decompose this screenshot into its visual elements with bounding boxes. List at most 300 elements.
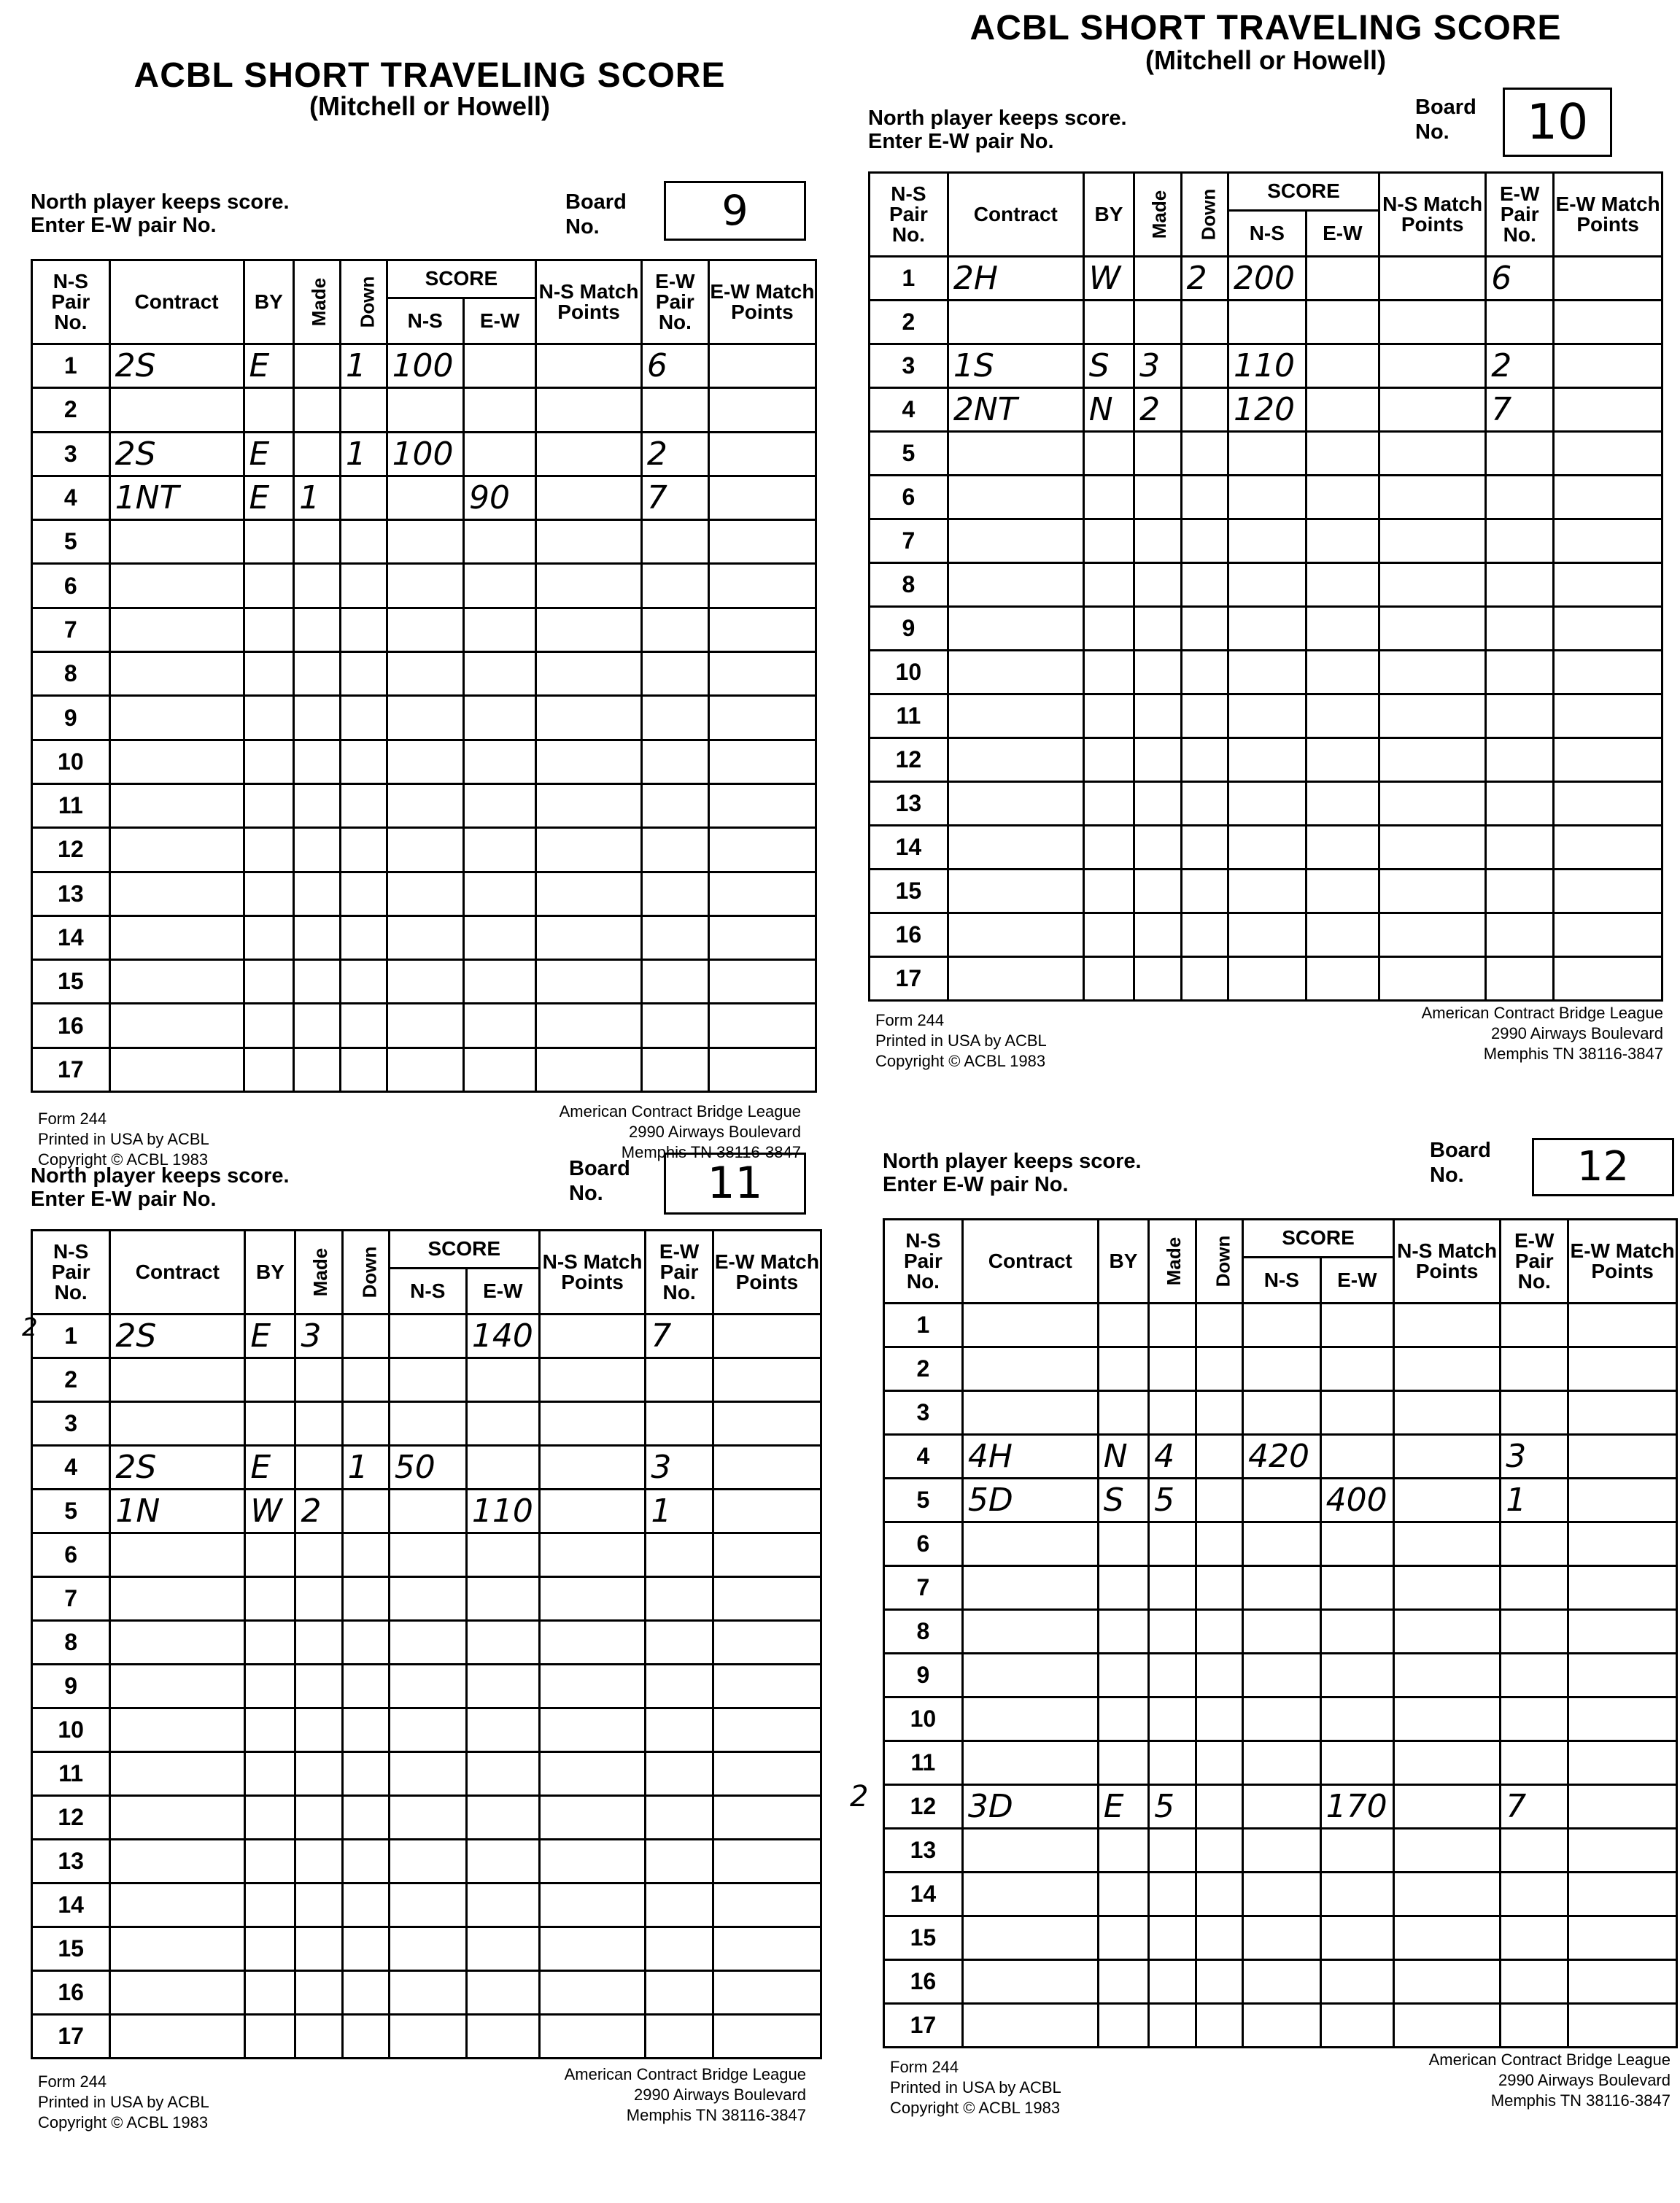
cell-ewpair[interactable]	[646, 1840, 713, 1883]
cell-down[interactable]	[1196, 1304, 1242, 1347]
cell-ewpair[interactable]	[1486, 519, 1554, 563]
cell-contract[interactable]	[962, 1741, 1098, 1785]
cell-down[interactable]	[1181, 826, 1228, 870]
cell-made[interactable]	[295, 1402, 342, 1446]
cell-contract[interactable]	[109, 783, 244, 827]
cell-ewmp[interactable]	[708, 432, 816, 476]
cell-by[interactable]	[1083, 870, 1134, 913]
cell-ew[interactable]	[1306, 301, 1379, 344]
cell-ew[interactable]	[466, 1840, 539, 1883]
cell-contract[interactable]: 4H	[962, 1435, 1098, 1479]
cell-nsmp[interactable]	[539, 1883, 646, 1927]
cell-ewmp[interactable]	[1568, 1741, 1677, 1785]
cell-ns[interactable]	[387, 783, 463, 827]
cell-by[interactable]	[245, 1621, 295, 1665]
cell-ewmp[interactable]	[713, 1927, 821, 1971]
cell-ew[interactable]	[463, 344, 535, 388]
cell-ewpair[interactable]	[646, 1752, 713, 1796]
cell-ewmp[interactable]	[1568, 1785, 1677, 1829]
cell-ewpair[interactable]	[641, 828, 708, 872]
cell-ew[interactable]	[1320, 1873, 1393, 1916]
cell-ewpair[interactable]	[1486, 476, 1554, 519]
cell-ew[interactable]	[463, 740, 535, 783]
cell-ewmp[interactable]	[1568, 1479, 1677, 1522]
cell-nsmp[interactable]	[539, 1752, 646, 1796]
cell-by[interactable]	[245, 1665, 295, 1708]
cell-ewpair[interactable]	[1486, 563, 1554, 607]
cell-ew[interactable]	[1320, 1697, 1393, 1741]
cell-ewpair[interactable]	[1486, 957, 1554, 1001]
cell-by[interactable]	[1098, 1654, 1148, 1697]
cell-made[interactable]	[1134, 607, 1181, 651]
cell-nsmp[interactable]	[539, 1708, 646, 1752]
cell-by[interactable]	[1083, 563, 1134, 607]
cell-ewpair[interactable]	[646, 1665, 713, 1708]
cell-contract[interactable]	[948, 957, 1083, 1001]
cell-contract[interactable]: 1NT	[109, 476, 244, 519]
cell-ewmp[interactable]	[708, 960, 816, 1004]
cell-contract[interactable]: 2S	[110, 1446, 245, 1490]
cell-ewmp[interactable]	[708, 608, 816, 651]
cell-down[interactable]	[342, 1883, 389, 1927]
cell-ew[interactable]	[466, 1402, 539, 1446]
cell-nsmp[interactable]	[1379, 957, 1486, 1001]
cell-ewmp[interactable]	[1554, 344, 1662, 388]
cell-made[interactable]	[295, 1621, 342, 1665]
cell-by[interactable]	[1083, 301, 1134, 344]
cell-made[interactable]	[1134, 826, 1181, 870]
cell-ns[interactable]	[1243, 1829, 1321, 1873]
cell-nsmp[interactable]	[1394, 1829, 1501, 1873]
cell-by[interactable]: W	[1083, 257, 1134, 301]
cell-ewmp[interactable]	[1568, 2004, 1677, 2048]
cell-ewmp[interactable]	[1568, 1654, 1677, 1697]
cell-ns[interactable]	[1243, 1960, 1321, 2004]
cell-made[interactable]	[294, 608, 341, 651]
cell-down[interactable]	[1196, 1566, 1242, 1610]
cell-contract[interactable]	[962, 1916, 1098, 1960]
cell-made[interactable]	[1149, 1522, 1196, 1566]
cell-made[interactable]	[1134, 870, 1181, 913]
cell-contract[interactable]	[110, 1621, 245, 1665]
cell-ns[interactable]	[389, 1796, 466, 1840]
cell-contract[interactable]: 2NT	[948, 388, 1083, 432]
cell-by[interactable]	[1083, 913, 1134, 957]
cell-ewmp[interactable]	[1568, 1347, 1677, 1391]
cell-by[interactable]	[1083, 432, 1134, 476]
cell-ewmp[interactable]	[713, 1971, 821, 2015]
cell-by[interactable]	[1083, 476, 1134, 519]
cell-ew[interactable]	[1306, 432, 1379, 476]
cell-made[interactable]	[294, 388, 341, 432]
cell-ewpair[interactable]	[641, 1048, 708, 1091]
cell-by[interactable]	[245, 1402, 295, 1446]
cell-nsmp[interactable]	[1379, 607, 1486, 651]
cell-ns[interactable]	[1243, 1522, 1321, 1566]
cell-ew[interactable]	[463, 828, 535, 872]
cell-ns[interactable]	[1243, 1873, 1321, 1916]
cell-down[interactable]	[342, 1665, 389, 1708]
cell-ns[interactable]	[387, 915, 463, 959]
cell-nsmp[interactable]	[1379, 870, 1486, 913]
cell-contract[interactable]	[948, 782, 1083, 826]
cell-ns[interactable]	[1243, 1785, 1321, 1829]
cell-by[interactable]	[245, 1577, 295, 1621]
cell-ewmp[interactable]	[713, 1358, 821, 1402]
cell-contract[interactable]	[109, 652, 244, 696]
cell-ns[interactable]	[387, 1004, 463, 1048]
cell-ew[interactable]	[1320, 1522, 1393, 1566]
cell-ewpair[interactable]	[1501, 1391, 1568, 1435]
cell-contract[interactable]	[110, 1358, 245, 1402]
cell-by[interactable]	[244, 960, 294, 1004]
cell-ns[interactable]	[389, 1577, 466, 1621]
cell-ns[interactable]	[389, 1358, 466, 1402]
cell-ewpair[interactable]	[646, 1927, 713, 1971]
cell-nsmp[interactable]	[539, 1621, 646, 1665]
cell-down[interactable]	[342, 1358, 389, 1402]
cell-made[interactable]	[294, 696, 341, 740]
cell-ewpair[interactable]	[646, 2015, 713, 2059]
cell-down[interactable]	[340, 783, 387, 827]
cell-by[interactable]	[1098, 1873, 1148, 1916]
cell-ns[interactable]	[387, 696, 463, 740]
cell-down[interactable]	[1181, 651, 1228, 694]
cell-contract[interactable]: 2H	[948, 257, 1083, 301]
cell-ns[interactable]	[1228, 870, 1307, 913]
cell-ewpair[interactable]	[641, 960, 708, 1004]
cell-ewmp[interactable]	[713, 1665, 821, 1708]
cell-ns[interactable]: 110	[1228, 344, 1307, 388]
cell-contract[interactable]	[948, 563, 1083, 607]
cell-down[interactable]	[342, 1708, 389, 1752]
cell-by[interactable]	[244, 696, 294, 740]
cell-down[interactable]	[1181, 301, 1228, 344]
cell-ewmp[interactable]	[1554, 651, 1662, 694]
cell-ewpair[interactable]: 2	[1486, 344, 1554, 388]
cell-ew[interactable]	[463, 915, 535, 959]
cell-ns[interactable]	[389, 1402, 466, 1446]
cell-by[interactable]	[1098, 1697, 1148, 1741]
cell-ewmp[interactable]	[713, 1621, 821, 1665]
cell-by[interactable]	[244, 1048, 294, 1091]
cell-made[interactable]	[294, 740, 341, 783]
cell-made[interactable]: 5	[1149, 1479, 1196, 1522]
cell-ewmp[interactable]	[1568, 1829, 1677, 1873]
cell-made[interactable]	[1134, 782, 1181, 826]
cell-ewmp[interactable]	[708, 1048, 816, 1091]
cell-ns[interactable]	[1228, 651, 1307, 694]
cell-ewpair[interactable]	[641, 872, 708, 915]
cell-contract[interactable]	[948, 476, 1083, 519]
cell-made[interactable]	[294, 564, 341, 608]
cell-ew[interactable]	[1306, 738, 1379, 782]
cell-made[interactable]	[1134, 432, 1181, 476]
cell-down[interactable]	[1181, 563, 1228, 607]
cell-nsmp[interactable]	[1394, 1873, 1501, 1916]
cell-down[interactable]	[340, 520, 387, 564]
cell-nsmp[interactable]	[536, 872, 642, 915]
cell-ew[interactable]	[1306, 344, 1379, 388]
cell-ewpair[interactable]: 3	[646, 1446, 713, 1490]
cell-ewpair[interactable]	[1486, 913, 1554, 957]
cell-ns[interactable]	[1228, 738, 1307, 782]
cell-ew[interactable]	[1320, 1916, 1393, 1960]
cell-by[interactable]	[245, 1533, 295, 1577]
cell-made[interactable]: 3	[1134, 344, 1181, 388]
cell-contract[interactable]	[110, 2015, 245, 2059]
cell-ewpair[interactable]	[1486, 694, 1554, 738]
cell-contract[interactable]	[110, 1840, 245, 1883]
cell-ew[interactable]	[466, 1533, 539, 1577]
cell-contract[interactable]	[962, 1960, 1098, 2004]
cell-ew[interactable]	[1320, 1960, 1393, 2004]
cell-ns[interactable]: 120	[1228, 388, 1307, 432]
cell-ns[interactable]	[387, 564, 463, 608]
cell-down[interactable]	[340, 915, 387, 959]
cell-contract[interactable]	[948, 913, 1083, 957]
cell-down[interactable]: 2	[1181, 257, 1228, 301]
cell-ew[interactable]	[1306, 257, 1379, 301]
cell-contract[interactable]	[109, 564, 244, 608]
cell-contract[interactable]	[109, 872, 244, 915]
cell-made[interactable]	[1149, 1304, 1196, 1347]
cell-ewpair[interactable]	[641, 696, 708, 740]
cell-by[interactable]	[244, 564, 294, 608]
cell-by[interactable]	[245, 1358, 295, 1402]
cell-nsmp[interactable]	[1394, 1347, 1501, 1391]
cell-made[interactable]: 4	[1149, 1435, 1196, 1479]
cell-down[interactable]	[340, 740, 387, 783]
cell-nsmp[interactable]	[1379, 344, 1486, 388]
cell-ewpair[interactable]	[646, 1577, 713, 1621]
cell-nsmp[interactable]	[536, 783, 642, 827]
cell-down[interactable]	[340, 1048, 387, 1091]
cell-ewpair[interactable]	[641, 520, 708, 564]
cell-nsmp[interactable]	[1379, 651, 1486, 694]
cell-down[interactable]	[342, 1402, 389, 1446]
cell-ew[interactable]	[1320, 1566, 1393, 1610]
cell-ewpair[interactable]	[1501, 1960, 1568, 2004]
cell-nsmp[interactable]	[536, 696, 642, 740]
cell-contract[interactable]: 2S	[110, 1315, 245, 1358]
cell-ew[interactable]: 90	[463, 476, 535, 519]
cell-nsmp[interactable]	[1394, 1654, 1501, 1697]
cell-made[interactable]	[1134, 957, 1181, 1001]
cell-ewpair[interactable]	[1501, 1697, 1568, 1741]
cell-ewpair[interactable]	[646, 1358, 713, 1402]
cell-ewmp[interactable]	[1554, 913, 1662, 957]
cell-contract[interactable]	[109, 960, 244, 1004]
cell-down[interactable]	[1181, 782, 1228, 826]
cell-ew[interactable]	[1306, 694, 1379, 738]
cell-nsmp[interactable]	[539, 1402, 646, 1446]
cell-made[interactable]	[295, 1796, 342, 1840]
cell-nsmp[interactable]	[1379, 738, 1486, 782]
cell-nsmp[interactable]	[1394, 1610, 1501, 1654]
cell-by[interactable]: W	[245, 1490, 295, 1533]
cell-nsmp[interactable]	[536, 960, 642, 1004]
cell-ew[interactable]	[463, 564, 535, 608]
cell-contract[interactable]	[110, 1533, 245, 1577]
cell-ew[interactable]: 110	[466, 1490, 539, 1533]
cell-ew[interactable]	[463, 1004, 535, 1048]
cell-by[interactable]	[1083, 957, 1134, 1001]
cell-ewpair[interactable]: 7	[1501, 1785, 1568, 1829]
cell-by[interactable]	[244, 388, 294, 432]
cell-by[interactable]	[1098, 1741, 1148, 1785]
cell-made[interactable]	[1134, 694, 1181, 738]
cell-ew[interactable]	[1320, 2004, 1393, 2048]
cell-down[interactable]	[342, 1796, 389, 1840]
cell-ewmp[interactable]	[1554, 388, 1662, 432]
cell-nsmp[interactable]	[536, 564, 642, 608]
cell-ewmp[interactable]	[713, 1752, 821, 1796]
cell-nsmp[interactable]	[536, 608, 642, 651]
cell-contract[interactable]	[109, 740, 244, 783]
cell-ewmp[interactable]	[1568, 1873, 1677, 1916]
cell-ewpair[interactable]	[1501, 1916, 1568, 1960]
cell-nsmp[interactable]	[1379, 519, 1486, 563]
cell-down[interactable]	[1181, 388, 1228, 432]
cell-made[interactable]	[294, 783, 341, 827]
cell-ew[interactable]	[1320, 1741, 1393, 1785]
cell-nsmp[interactable]	[539, 1971, 646, 2015]
cell-by[interactable]: E	[244, 432, 294, 476]
cell-down[interactable]	[1196, 1873, 1242, 1916]
cell-made[interactable]	[1134, 519, 1181, 563]
cell-down[interactable]	[340, 608, 387, 651]
cell-made[interactable]	[1149, 1391, 1196, 1435]
cell-ewpair[interactable]	[1486, 826, 1554, 870]
cell-made[interactable]	[295, 2015, 342, 2059]
cell-by[interactable]	[1083, 738, 1134, 782]
cell-nsmp[interactable]	[536, 344, 642, 388]
cell-by[interactable]	[1098, 1391, 1148, 1435]
cell-contract[interactable]	[962, 1391, 1098, 1435]
cell-down[interactable]	[340, 696, 387, 740]
cell-ew[interactable]	[1320, 1391, 1393, 1435]
cell-contract[interactable]	[110, 1796, 245, 1840]
cell-ns[interactable]	[389, 1752, 466, 1796]
cell-ewpair[interactable]: 1	[646, 1490, 713, 1533]
cell-contract[interactable]	[948, 432, 1083, 476]
cell-ewpair[interactable]	[1501, 1522, 1568, 1566]
cell-ns[interactable]	[1243, 1347, 1321, 1391]
cell-made[interactable]	[1149, 1697, 1196, 1741]
cell-nsmp[interactable]	[1394, 1479, 1501, 1522]
cell-made[interactable]	[294, 1048, 341, 1091]
cell-nsmp[interactable]	[539, 1490, 646, 1533]
cell-ewmp[interactable]	[1554, 432, 1662, 476]
cell-made[interactable]	[294, 960, 341, 1004]
cell-made[interactable]	[294, 652, 341, 696]
cell-ns[interactable]	[1243, 1741, 1321, 1785]
cell-down[interactable]	[342, 1533, 389, 1577]
cell-ns[interactable]	[1228, 957, 1307, 1001]
cell-contract[interactable]	[962, 1347, 1098, 1391]
cell-by[interactable]: E	[245, 1446, 295, 1490]
cell-ew[interactable]	[1306, 519, 1379, 563]
cell-made[interactable]	[1149, 1916, 1196, 1960]
cell-by[interactable]	[1098, 1304, 1148, 1347]
cell-ewpair[interactable]	[646, 1621, 713, 1665]
cell-ewmp[interactable]	[1554, 957, 1662, 1001]
cell-nsmp[interactable]	[1394, 1785, 1501, 1829]
cell-ewmp[interactable]	[1554, 826, 1662, 870]
cell-ewpair[interactable]	[641, 388, 708, 432]
cell-ns[interactable]: 50	[389, 1446, 466, 1490]
cell-nsmp[interactable]	[536, 652, 642, 696]
cell-ew[interactable]	[466, 1927, 539, 1971]
cell-down[interactable]	[342, 1490, 389, 1533]
cell-ew[interactable]	[466, 1708, 539, 1752]
cell-ewmp[interactable]	[708, 520, 816, 564]
cell-contract[interactable]	[962, 1566, 1098, 1610]
cell-ewpair[interactable]	[641, 915, 708, 959]
cell-ns[interactable]	[1243, 1391, 1321, 1435]
cell-down[interactable]	[1196, 1522, 1242, 1566]
cell-ns[interactable]	[1228, 301, 1307, 344]
cell-ewmp[interactable]	[1554, 782, 1662, 826]
cell-nsmp[interactable]	[1394, 1960, 1501, 2004]
cell-nsmp[interactable]	[539, 1840, 646, 1883]
cell-nsmp[interactable]	[536, 520, 642, 564]
cell-contract[interactable]	[110, 1577, 245, 1621]
cell-ew[interactable]	[466, 2015, 539, 2059]
cell-down[interactable]	[1196, 1347, 1242, 1391]
cell-down[interactable]	[1196, 1391, 1242, 1435]
board-number-box[interactable]: 12	[1532, 1138, 1674, 1196]
cell-ewpair[interactable]	[1501, 1654, 1568, 1697]
cell-contract[interactable]	[948, 607, 1083, 651]
cell-made[interactable]	[1149, 1873, 1196, 1916]
cell-down[interactable]	[1181, 519, 1228, 563]
cell-made[interactable]	[294, 828, 341, 872]
cell-by[interactable]: E	[244, 476, 294, 519]
cell-ewmp[interactable]	[1554, 519, 1662, 563]
cell-nsmp[interactable]	[536, 388, 642, 432]
cell-ewpair[interactable]	[641, 608, 708, 651]
cell-ewpair[interactable]	[646, 1796, 713, 1840]
cell-ew[interactable]	[466, 1752, 539, 1796]
cell-down[interactable]	[1196, 1654, 1242, 1697]
cell-by[interactable]	[1083, 826, 1134, 870]
cell-ewmp[interactable]	[708, 388, 816, 432]
cell-made[interactable]	[1134, 476, 1181, 519]
cell-nsmp[interactable]	[536, 476, 642, 519]
cell-down[interactable]	[1196, 1697, 1242, 1741]
cell-ns[interactable]: 100	[387, 344, 463, 388]
cell-ewpair[interactable]	[1486, 651, 1554, 694]
cell-made[interactable]	[295, 1446, 342, 1490]
cell-ns[interactable]	[389, 1927, 466, 1971]
cell-down[interactable]	[342, 1315, 389, 1358]
cell-by[interactable]	[245, 1796, 295, 1840]
cell-ewmp[interactable]	[713, 2015, 821, 2059]
cell-nsmp[interactable]	[1394, 1916, 1501, 1960]
cell-contract[interactable]	[110, 1971, 245, 2015]
cell-by[interactable]	[1083, 651, 1134, 694]
cell-contract[interactable]	[109, 1048, 244, 1091]
cell-down[interactable]	[1181, 607, 1228, 651]
cell-ewmp[interactable]	[1568, 1697, 1677, 1741]
cell-by[interactable]	[244, 872, 294, 915]
cell-ewpair[interactable]: 6	[641, 344, 708, 388]
cell-made[interactable]	[1149, 1829, 1196, 1873]
cell-ewmp[interactable]	[708, 1004, 816, 1048]
cell-ewpair[interactable]: 2	[641, 432, 708, 476]
